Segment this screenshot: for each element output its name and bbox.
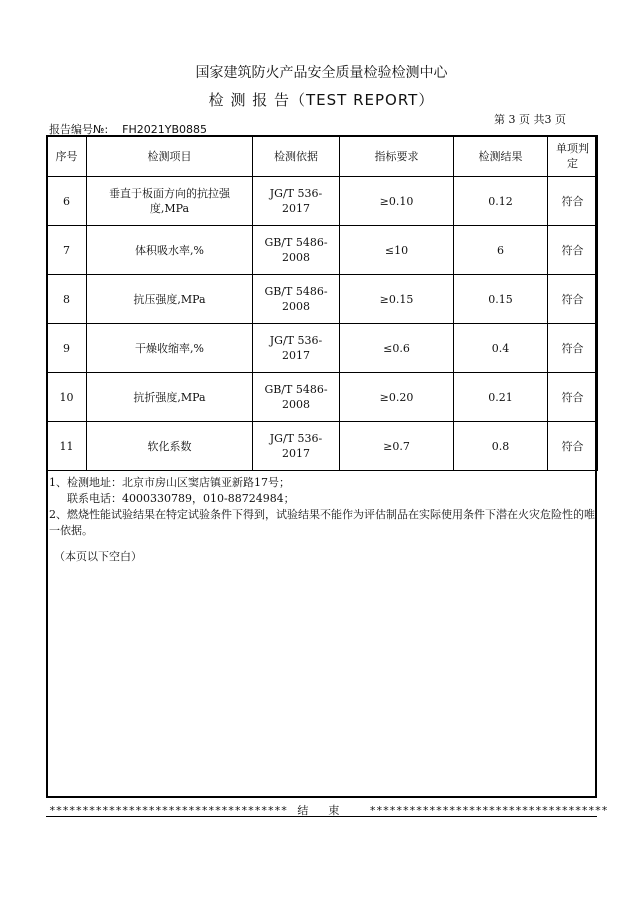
header-result: 检测结果 bbox=[454, 136, 548, 177]
cell-basis: JG/T 536-2017 bbox=[253, 177, 340, 226]
cell-basis: JG/T 536-2017 bbox=[253, 422, 340, 471]
report-title: 检 测 报 告（TEST REPORT） bbox=[208, 91, 435, 109]
cell-result: 6 bbox=[454, 226, 548, 275]
cell-no: 11 bbox=[47, 422, 87, 471]
cell-no: 8 bbox=[47, 275, 87, 324]
header-no: 序号 bbox=[47, 136, 87, 177]
note-disclaimer: 2、燃烧性能试验结果在特定试验条件下得到，试验结果不能作为评估制品在实际使用条件下潜在火灾危险性的唯一依据。 bbox=[49, 508, 595, 537]
cell-judgement: 符合 bbox=[548, 422, 598, 471]
table-row bbox=[47, 324, 598, 373]
cell-result: 0.21 bbox=[454, 373, 548, 422]
cell-result: 0.15 bbox=[454, 275, 548, 324]
cell-judgement: 符合 bbox=[548, 226, 598, 275]
note-address: 1、检测地址：北京市房山区窦店镇亚新路17号； bbox=[49, 476, 290, 489]
cell-basis: GB/T 5486-2008 bbox=[253, 373, 340, 422]
cell-item: 抗压强度,MPa bbox=[87, 275, 253, 324]
table-row bbox=[47, 422, 598, 471]
cell-requirement: ≤10 bbox=[340, 226, 454, 275]
page-info: 第 3 页 共3 页 bbox=[494, 113, 566, 126]
cell-requirement: ≥0.7 bbox=[340, 422, 454, 471]
cell-judgement: 符合 bbox=[548, 177, 598, 226]
cell-requirement: ≥0.15 bbox=[340, 275, 454, 324]
cell-basis: JG/T 536-2017 bbox=[253, 324, 340, 373]
cell-item: 体积吸水率,% bbox=[87, 226, 253, 275]
cell-judgement: 符合 bbox=[548, 373, 598, 422]
cell-requirement: ≤0.6 bbox=[340, 324, 454, 373]
cell-no: 7 bbox=[47, 226, 87, 275]
footer-stars-left: ************************************ bbox=[49, 804, 288, 817]
results-table bbox=[46, 135, 598, 471]
organization-name: 国家建筑防火产品安全质量检验检测中心 bbox=[195, 65, 448, 81]
cell-requirement: ≥0.20 bbox=[340, 373, 454, 422]
cell-item: 软化系数 bbox=[87, 422, 253, 471]
end-label: 结束 bbox=[297, 804, 360, 817]
cell-result: 0.12 bbox=[454, 177, 548, 226]
table-row bbox=[47, 177, 598, 226]
footer-rule bbox=[46, 816, 597, 817]
table-row bbox=[47, 373, 598, 422]
cell-item: 抗折强度,MPa bbox=[87, 373, 253, 422]
header-basis: 检测依据 bbox=[253, 136, 340, 177]
cell-no: 6 bbox=[47, 177, 87, 226]
note-phone: 联系电话：4000330789，010-88724984； bbox=[67, 492, 295, 505]
cell-no: 10 bbox=[47, 373, 87, 422]
header-requirement: 指标要求 bbox=[340, 136, 454, 177]
table-row bbox=[47, 226, 598, 275]
cell-item: 垂直于板面方向的抗拉强度,MPa bbox=[87, 177, 253, 226]
cell-basis: GB/T 5486-2008 bbox=[253, 226, 340, 275]
header-judgement: 单项判定 bbox=[548, 136, 598, 177]
report-number-label: 报告编号№: bbox=[49, 123, 109, 136]
header-item: 检测项目 bbox=[87, 136, 253, 177]
cell-result: 0.4 bbox=[454, 324, 548, 373]
footer-stars-right: ************************************ bbox=[369, 804, 608, 817]
cell-judgement: 符合 bbox=[548, 324, 598, 373]
table-row bbox=[47, 275, 598, 324]
cell-judgement: 符合 bbox=[548, 275, 598, 324]
report-number-value: FH2021YB0885 bbox=[122, 123, 208, 136]
cell-no: 9 bbox=[47, 324, 87, 373]
cell-requirement: ≥0.10 bbox=[340, 177, 454, 226]
cell-result: 0.8 bbox=[454, 422, 548, 471]
cell-basis: GB/T 5486-2008 bbox=[253, 275, 340, 324]
notes bbox=[49, 475, 597, 565]
cell-item: 干燥收缩率,% bbox=[87, 324, 253, 373]
blank-below-note: （本页以下空白） bbox=[54, 550, 142, 563]
table-header-row bbox=[47, 136, 598, 177]
